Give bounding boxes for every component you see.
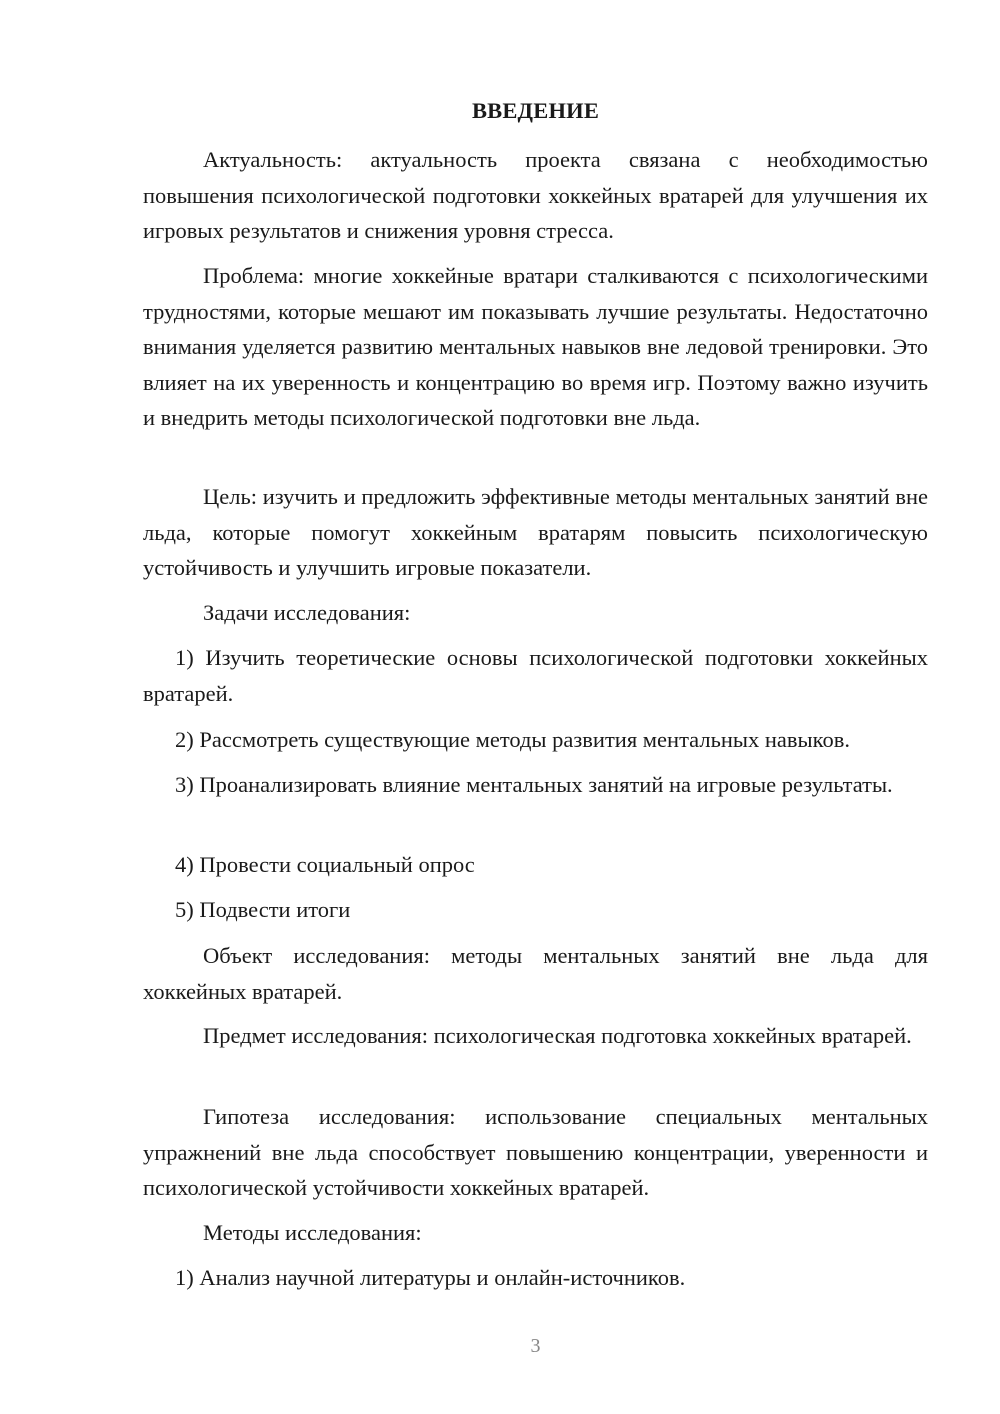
methods-title: Методы исследования: bbox=[203, 1220, 422, 1245]
task-item-5: 5) Подвести итоги bbox=[175, 897, 351, 922]
method-item-1: 1) Анализ научной литературы и онлайн-источников. bbox=[175, 1265, 686, 1290]
hypothesis-paragraph: Гипотеза исследования: использование специальных ментальных упражнений вне льда способствует повышению концентрации, уверенности и психологической устойчивости хоккейных вратарей. bbox=[143, 1104, 928, 1200]
page-number: 3 bbox=[530, 1335, 541, 1357]
tasks-title: Задачи исследования: bbox=[203, 600, 411, 625]
task-item-1: 1) Изучить теоретические основы психологической подготовки хоккейных вратарей. bbox=[143, 645, 928, 706]
task-item-4: 4) Провести социальный опрос bbox=[175, 852, 475, 877]
problem-paragraph: Проблема: многие хоккейные вратари сталкиваются с психологическими трудностями, которые мешают им показывать лучшие результаты. Недостаточно внимания уделяется развитию ментальных навыков вне ледовой тренировки. Это влияет на их уверенность и концентрацию во время игр. Поэтому важно изучить и внедрить методы психологической подготовки вне льда. bbox=[143, 263, 928, 430]
section-heading: ВВЕДЕНИЕ bbox=[471, 98, 600, 123]
task-item-3: 3) Проанализировать влияние ментальных занятий на игровые результаты. bbox=[175, 772, 893, 797]
subject-paragraph: Предмет исследования: психологическая подготовка хоккейных вратарей. bbox=[203, 1023, 912, 1048]
task-item-2: 2) Рассмотреть существующие методы развития ментальных навыков. bbox=[175, 727, 850, 752]
relevance-paragraph: Актуальность: актуальность проекта связана с необходимостью повышения психологической подготовки хоккейных вратарей для улучшения их игровых результатов и снижения уровня стресса. bbox=[143, 147, 928, 243]
goal-paragraph: Цель: изучить и предложить эффективные методы ментальных занятий вне льда, которые помогут хоккейным вратарям повысить психологическую устойчивость и улучшить игровые показатели. bbox=[143, 484, 928, 580]
object-paragraph: Объект исследования: методы ментальных занятий вне льда для хоккейных вратарей. bbox=[143, 943, 928, 1004]
